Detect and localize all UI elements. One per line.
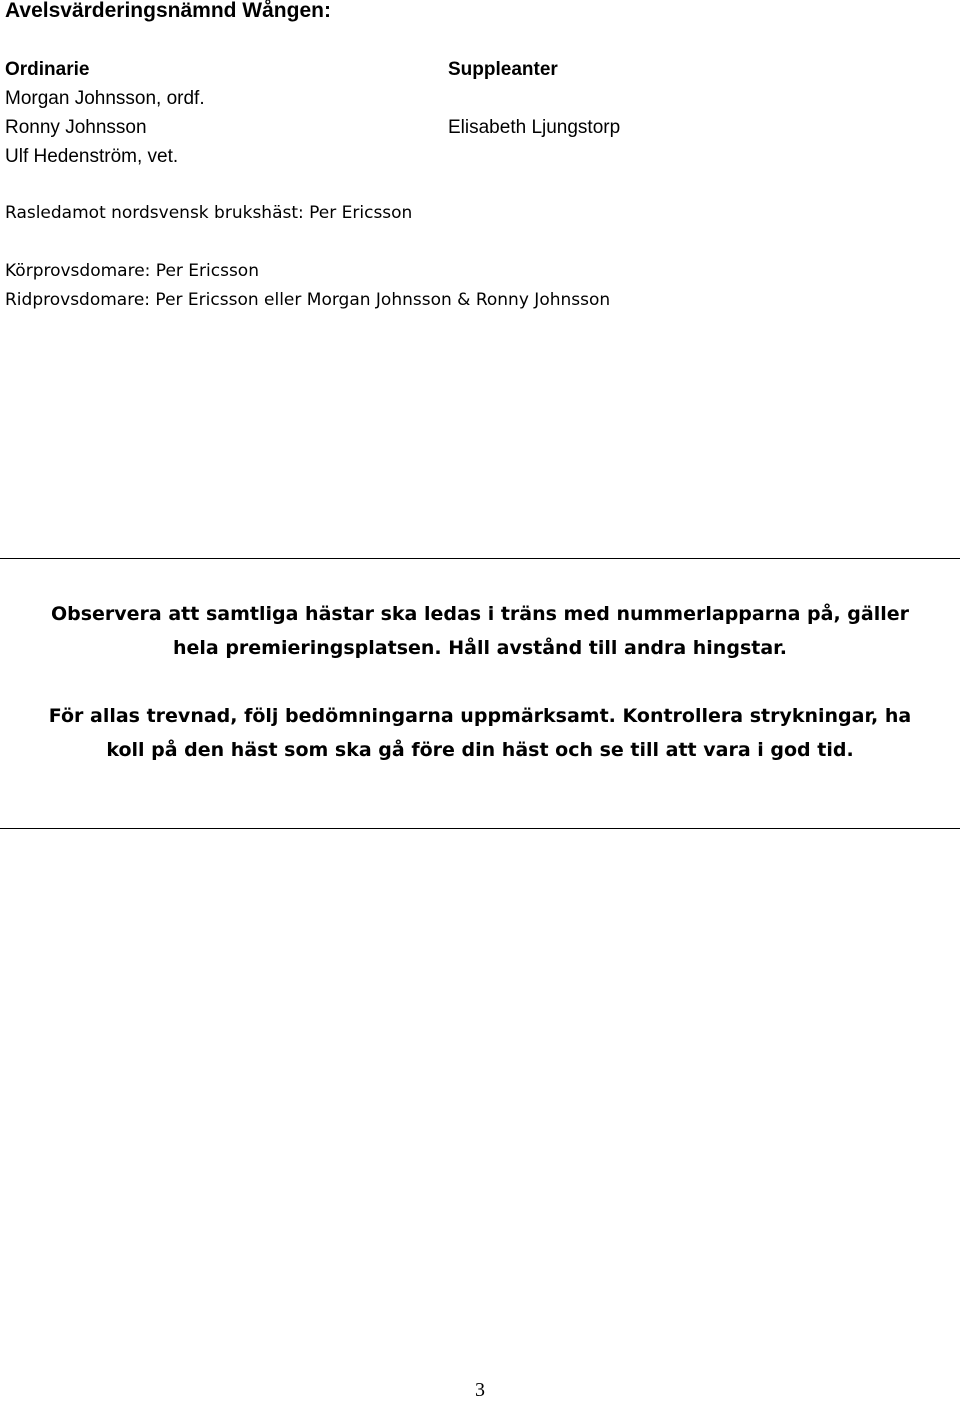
substitute-member: Elisabeth Ljungstorp [448, 117, 621, 138]
ordinary-label: Ordinarie [5, 59, 90, 80]
committee-heading: Avelsvärderingsnämnd Wången: [5, 0, 331, 22]
page-number: 3 [475, 1379, 485, 1401]
notice-line: koll på den häst som ska gå före din häst och se till att vara i god tid. [106, 739, 854, 761]
ordinary-member: Ronny Johnsson [5, 117, 147, 138]
notice-paragraph-2 [0, 699, 960, 767]
notice-paragraph-1 [0, 597, 960, 665]
ordinary-members-column [5, 55, 205, 171]
driving-judge: Körprovsdomare: Per Ericsson [5, 261, 259, 281]
notice-line: hela premieringsplatsen. Håll avstånd till andra hingstar. [172, 637, 788, 659]
notice-line: För allas trevnad, följ bedömningarna uppmärksamt. Kontrollera strykningar, ha [48, 705, 912, 727]
bottom-divider [0, 828, 960, 829]
riding-judge: Ridprovsdomare: Per Ericsson eller Morgan Johnsson & Ronny Johnsson [5, 290, 611, 310]
breed-representative: Rasledamot nordsvensk brukshäst: Per Ericsson [5, 203, 413, 223]
top-divider [0, 558, 960, 559]
ordinary-member: Ulf Hedenström, vet. [5, 146, 179, 167]
substitutes-label: Suppleanter [448, 59, 558, 80]
ordinary-member: Morgan Johnsson, ordf. [5, 88, 205, 109]
substitute-members-column [448, 55, 620, 142]
notice-line: Observera att samtliga hästar ska ledas i träns med nummerlapparna på, gäller [50, 603, 910, 625]
